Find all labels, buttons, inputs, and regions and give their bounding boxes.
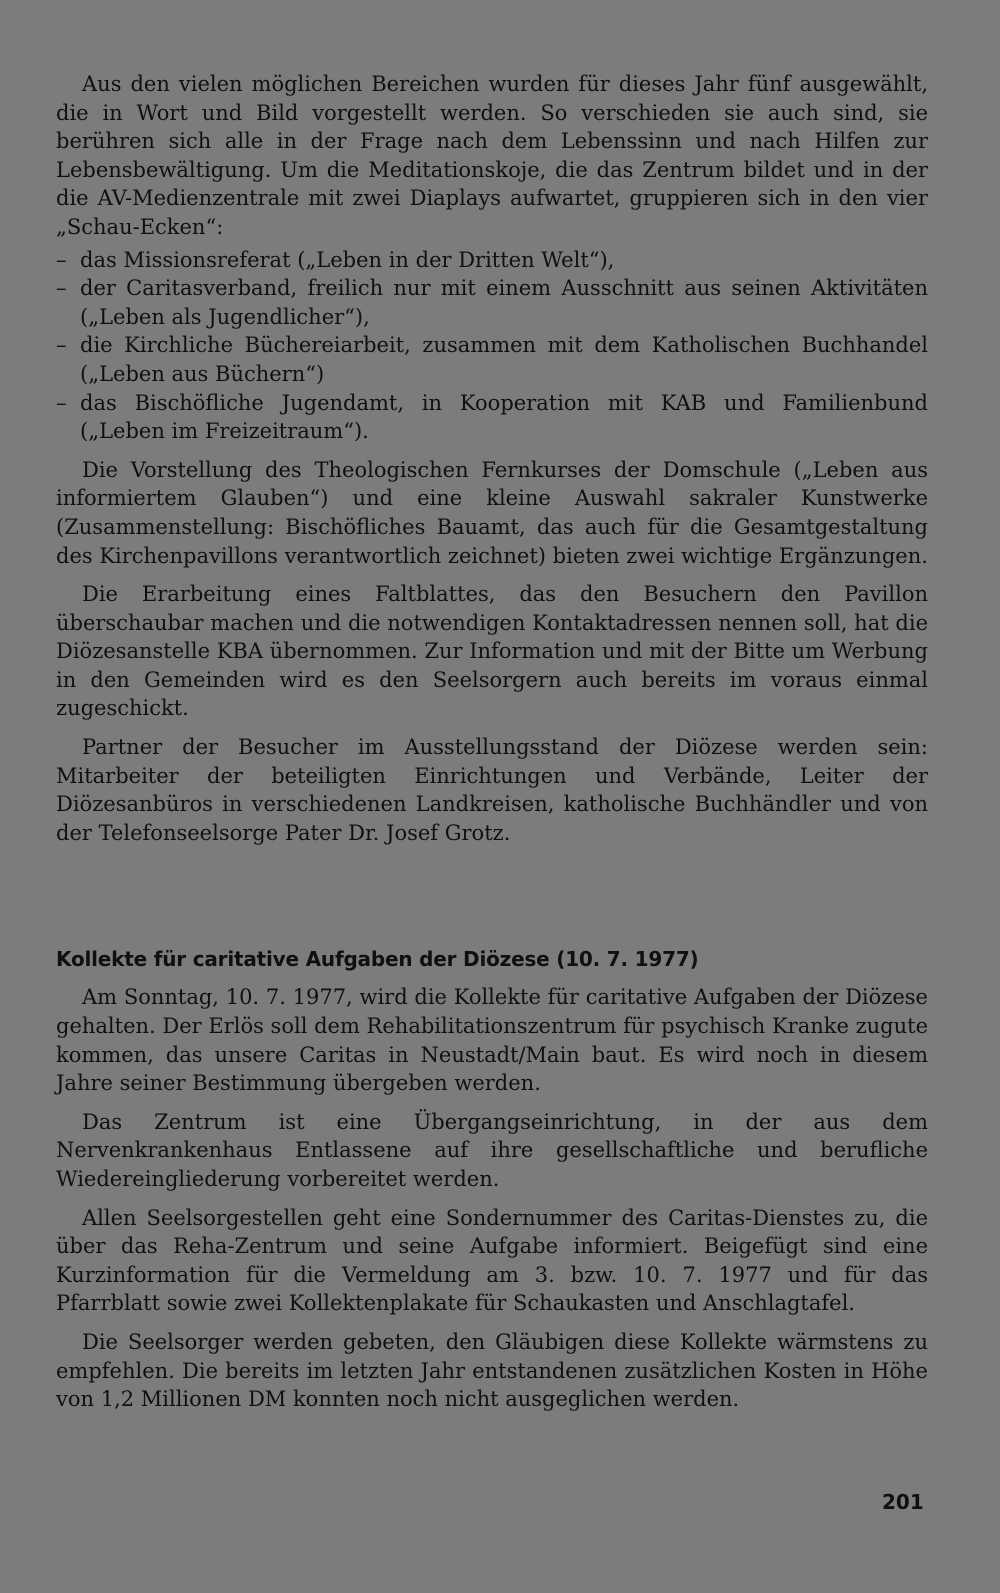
list-item-text: das Missionsreferat („Leben in der Dritten Welt“), bbox=[80, 247, 615, 272]
zentrum-paragraph: Das Zentrum ist eine Übergangseinrichtung, in der aus dem Nervenkrankenhaus Entlassene auf ihre gesellschaftliche und berufliche Wiedereingliederung vorbereitet werden. bbox=[56, 1109, 928, 1191]
section-spacer bbox=[56, 847, 928, 945]
seelsorgestellen-paragraph: Allen Seelsorgestellen geht eine Sondernummer des Caritas-Dienstes zu, die über das Reha-Zentrum und seine Aufgabe informiert. Beigefügt sind eine Kurzinformation für die Vermeldung am 3. bzw. 10. 7. 1977 und für das Pfarrblatt sowie zwei Kollektenplakate für Schaukasten und Anschlagtafel. bbox=[56, 1205, 928, 1316]
list-item bbox=[56, 331, 928, 388]
page-body bbox=[56, 70, 928, 1414]
spacer bbox=[56, 1318, 928, 1328]
list-item bbox=[56, 389, 928, 446]
spacer bbox=[56, 1098, 928, 1108]
exhibit-list bbox=[56, 246, 928, 446]
spacer bbox=[56, 570, 928, 580]
spacer bbox=[56, 973, 928, 983]
list-item bbox=[56, 246, 928, 275]
list-dash: – bbox=[56, 276, 67, 301]
list-dash: – bbox=[56, 247, 67, 272]
faltblatt-paragraph: Die Erarbeitung eines Faltblattes, das den Besuchern den Pavillon überschaubar machen und die notwendigen Kontaktadressen nennen soll, hat die Diözesanstelle KBA übernommen. Zur Information und mit der Bitte um Werbung in den Gemeinden wird es den Seelsorgern auch bereits im voraus einmal zugeschickt. bbox=[56, 582, 928, 721]
intro-paragraph: Aus den vielen möglichen Bereichen wurden für dieses Jahr fünf ausgewählt, die in Wort und Bild vorgestellt werden. So verschieden sie auch sind, sie berühren sich alle in der Frage nach dem Lebenssinn und nach Hilfen zur Lebensbewältigung. Um die Meditationskoje, die das Zentrum bildet und in der die AV-Medienzentrale mit zwei Diaplays aufwartet, gruppieren sich in den vier „Schau-Ecken“: bbox=[56, 72, 928, 239]
partner-paragraph: Partner der Besucher im Ausstellungsstand der Diözese werden sein: Mitarbeiter der beteiligten Einrichtungen und Verbände, Leiter der Diözesanbüros in verschiedenen Landkreisen, katholische Buchhändler und von der Telefonseelsorge Pater Dr. Josef Grotz. bbox=[56, 735, 928, 845]
kollekte-paragraph: Am Sonntag, 10. 7. 1977, wird die Kollekte für caritative Aufgaben der Diözese gehalten. Der Erlös soll dem Rehabilitationszentrum für psychisch Kranke zugute kommen, das unsere Caritas in Neustadt/Main baut. Es wird noch in diesem Jahre seiner Bestimmung übergeben werden. bbox=[56, 985, 928, 1096]
spacer bbox=[56, 446, 928, 456]
section-heading: Kollekte für caritative Aufgaben der Diözese (10. 7. 1977) bbox=[56, 947, 699, 972]
seelsorger-paragraph: Die Seelsorger werden gebeten, den Gläubigen diese Kollekte wärmstens zu empfehlen. Die bereits im letzten Jahr entstandenen zusätzlichen Kosten in Höhe von 1,2 Millionen DM konnten noch nicht ausgeglichen werden. bbox=[56, 1329, 928, 1412]
spacer bbox=[56, 1194, 928, 1204]
list-item-text: der Caritasverband, freilich nur mit einem Ausschnitt aus seinen Aktivitäten („Leben als Jugendlicher“), bbox=[80, 276, 928, 329]
page-number: 201 bbox=[882, 1490, 924, 1514]
list-dash: – bbox=[56, 390, 67, 415]
list-item-text: die Kirchliche Büchereiarbeit, zusammen mit dem Katholischen Buchhandel („Leben aus Büchern“) bbox=[80, 333, 928, 386]
list-item-text: das Bischöfliche Jugendamt, in Kooperation mit KAB und Familienbund („Leben im Freizeitraum“). bbox=[80, 390, 928, 444]
list-dash: – bbox=[56, 333, 67, 358]
list-item bbox=[56, 274, 928, 331]
spacer bbox=[56, 723, 928, 733]
fernkurs-paragraph: Die Vorstellung des Theologischen Fernkurses der Domschule („Leben aus informiertem Glauben“) und eine kleine Auswahl sakraler Kunstwerke (Zusammenstellung: Bischöfliches Bauamt, das auch für die Gesamtgestaltung des Kirchenpavillons verantwortlich zeichnet) bieten zwei wichtige Ergänzungen. bbox=[56, 457, 928, 568]
